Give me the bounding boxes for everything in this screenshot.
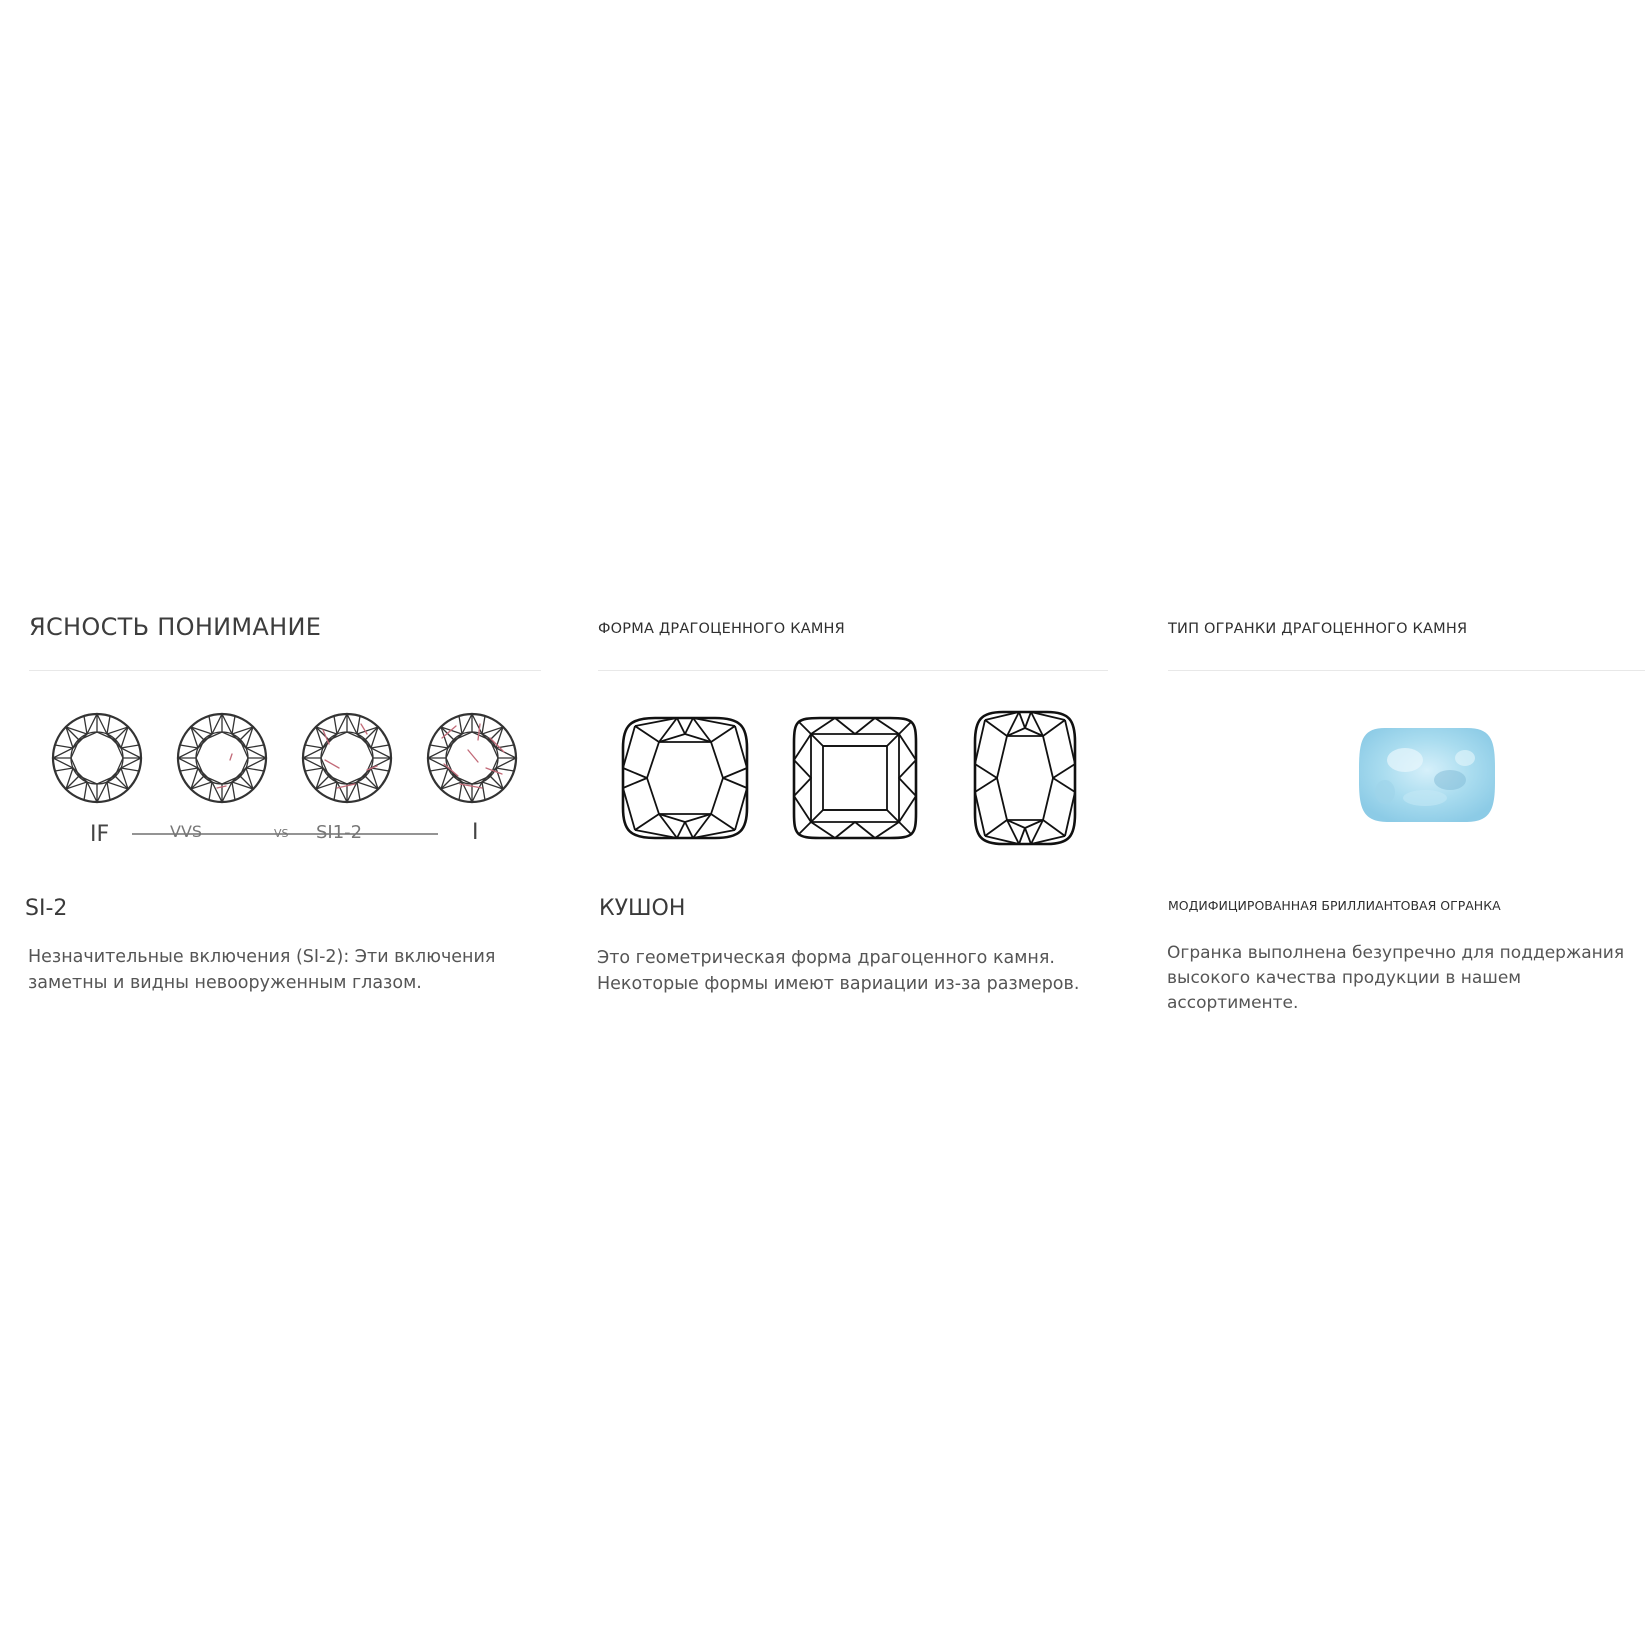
clarity-description: Незначительные включения (SI-2): Эти включения заметны и видны невооруженным глазом. bbox=[28, 947, 496, 993]
gem-photo-icon bbox=[1355, 720, 1500, 830]
cut-value: МОДИФИЦИРОВАННАЯ БРИЛЛИАНТОВАЯ ОГРАНКА bbox=[1168, 898, 1501, 913]
diamond-vs-icon bbox=[303, 714, 391, 802]
cut-title: ТИП ОГРАНКИ ДРАГОЦЕННОГО КАМНЯ bbox=[1168, 621, 1468, 637]
cushion-elongated-icon bbox=[975, 712, 1075, 844]
cut-divider bbox=[1168, 670, 1645, 671]
clarity-title: ЯСНОСТЬ ПОНИМАНИЕ bbox=[29, 613, 322, 641]
diamond-i-icon bbox=[428, 714, 516, 802]
cut-description: Огранка выполнена безупречно для поддержания высокого качества продукции в нашем ассортименте. bbox=[1167, 943, 1625, 1013]
clarity-scale-si: SI1-2 bbox=[316, 822, 363, 843]
clarity-diagram bbox=[40, 700, 540, 870]
clarity-scale-vs: VS bbox=[274, 827, 289, 840]
diamond-vvs-icon bbox=[178, 714, 266, 802]
shape-diagram bbox=[610, 700, 1100, 860]
clarity-scale-vvs: VVS bbox=[170, 822, 203, 841]
shape-value: КУШОН bbox=[599, 896, 686, 921]
shape-title: ФОРМА ДРАГОЦЕННОГО КАМНЯ bbox=[598, 621, 845, 637]
cushion-square-icon bbox=[794, 718, 916, 838]
clarity-scale-i: I bbox=[472, 820, 479, 845]
diamond-if-icon bbox=[53, 714, 141, 802]
clarity-scale-if: IF bbox=[90, 822, 110, 847]
cushion-brilliant-icon bbox=[623, 718, 747, 838]
shape-divider bbox=[598, 670, 1108, 671]
clarity-divider bbox=[29, 670, 541, 671]
shape-description: Это геометрическая форма драгоценного камня. Некоторые формы имеют вариации из-за размеров. bbox=[597, 948, 1080, 994]
clarity-value: SI-2 bbox=[25, 896, 68, 921]
